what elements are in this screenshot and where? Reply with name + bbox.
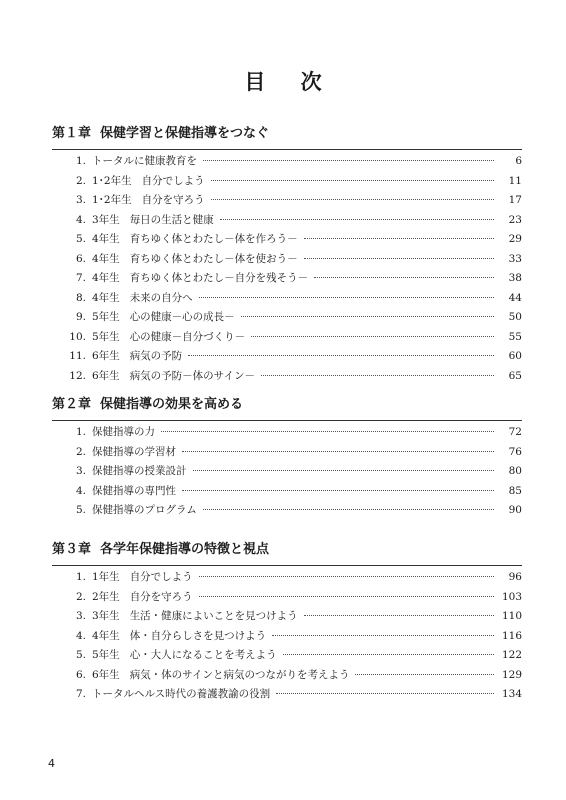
chapter-title: 各学年保健指導の特徴と視点 — [100, 542, 270, 557]
toc-entry — [52, 443, 522, 463]
toc-entry — [52, 462, 522, 482]
entry-page: 122 — [501, 649, 522, 661]
toc-entry — [52, 627, 522, 647]
dot-leader — [193, 470, 495, 471]
entry-grade: 6年生 — [92, 350, 120, 362]
toc-entry — [52, 666, 522, 686]
entry-grade: 3年生 — [92, 610, 120, 622]
entry-index: 1. — [75, 155, 86, 167]
toc-entry — [52, 646, 522, 666]
dot-leader — [182, 451, 494, 452]
chapter-heading — [52, 541, 522, 559]
entry-title: 未来の自分へ — [129, 291, 193, 304]
dot-leader — [241, 316, 494, 317]
dot-leader — [203, 160, 494, 161]
toc-entry — [52, 347, 522, 367]
dot-leader — [276, 693, 494, 694]
entry-page: 23 — [508, 213, 522, 226]
entry-page: 55 — [508, 330, 522, 343]
entry-index: 5. — [75, 233, 86, 245]
entry-title: 体・自分らしさを見つけよう — [129, 629, 267, 642]
entry-title: 保健指導の専門性 — [92, 484, 176, 497]
entry-index: 7. — [75, 688, 86, 700]
entry-page: 29 — [508, 233, 522, 245]
chapter-number: 第１章 — [52, 126, 92, 141]
toc-entry — [52, 328, 522, 348]
chapter-3 — [52, 541, 522, 705]
entry-page: 72 — [508, 426, 522, 438]
chapter-1 — [52, 125, 522, 386]
toc-entry — [52, 501, 522, 521]
entry-page: 33 — [508, 252, 522, 265]
toc-entry — [52, 568, 522, 588]
dot-leader — [199, 576, 494, 577]
dot-leader — [199, 297, 494, 298]
entry-title: 育ちゆく体とわたし－体を作ろう－ — [129, 233, 298, 245]
entry-grade: 4年生 — [92, 629, 120, 642]
toc-list — [52, 568, 522, 705]
entry-page: 50 — [508, 311, 522, 323]
entry-page: 6 — [515, 155, 522, 167]
dot-leader — [272, 635, 494, 636]
entry-grade: 1･2年生 — [92, 174, 132, 187]
dot-leader — [261, 375, 494, 376]
entry-title: 育ちゆく体とわたし－自分を残そう－ — [129, 272, 309, 284]
toc-entry — [52, 269, 522, 289]
entry-page: 134 — [501, 688, 522, 700]
page-title: 目 次 — [244, 70, 336, 94]
entry-index: 3. — [75, 194, 86, 206]
entry-index: 3. — [75, 610, 86, 622]
entry-page: 44 — [508, 291, 522, 304]
entry-page: 90 — [508, 504, 522, 516]
entry-index: 4. — [75, 484, 86, 497]
entry-title: 育ちゆく体とわたし－体を使おう－ — [129, 252, 298, 265]
dot-leader — [304, 615, 494, 616]
dot-leader — [304, 258, 494, 259]
entry-grade: 3年生 — [92, 213, 120, 226]
entry-page: 38 — [508, 272, 522, 284]
entry-index: 6. — [75, 252, 86, 265]
entry-title: 生活・健康によいことを見つけよう — [129, 610, 298, 622]
entry-page: 116 — [501, 629, 522, 642]
entry-page: 76 — [508, 445, 522, 458]
toc-entry — [52, 172, 522, 192]
entry-page: 129 — [501, 668, 522, 681]
entry-title: 病気の予防－体のサイン－ — [129, 369, 255, 382]
entry-title: 保健指導の学習材 — [92, 445, 176, 458]
entry-grade: 5年生 — [92, 311, 120, 323]
toc-entry — [52, 607, 522, 627]
entry-page: 80 — [508, 465, 522, 477]
toc-entry — [52, 308, 522, 328]
dot-leader — [161, 431, 494, 432]
entry-index: 5. — [75, 649, 86, 661]
entry-title: 自分を守ろう — [129, 590, 193, 603]
chapter-heading — [52, 125, 522, 143]
toc-list — [52, 423, 522, 521]
dot-leader — [211, 180, 494, 181]
entry-grade: 5年生 — [92, 330, 120, 343]
chapter-rule — [52, 149, 522, 150]
toc-entry — [52, 367, 522, 387]
chapter-rule — [52, 565, 522, 566]
chapter-title: 保健学習と保健指導をつなぐ — [100, 126, 270, 141]
dot-leader — [188, 355, 494, 356]
entry-title: トータルに健康教育を — [92, 155, 197, 167]
chapter-number: 第２章 — [52, 397, 92, 412]
entry-index: 12. — [69, 369, 86, 382]
dot-leader — [355, 674, 494, 675]
entry-grade: 4年生 — [92, 291, 120, 304]
entry-index: 7. — [75, 272, 86, 284]
dot-leader — [220, 219, 494, 220]
entry-index: 1. — [75, 426, 86, 438]
entry-grade: 6年生 — [92, 668, 120, 681]
entry-page: 11 — [508, 174, 522, 187]
chapter-title: 保健指導の効果を高める — [100, 397, 244, 412]
chapter-heading — [52, 396, 522, 414]
entry-index: 10. — [69, 330, 86, 343]
toc-entry — [52, 191, 522, 211]
entry-index: 6. — [75, 668, 86, 681]
dot-leader — [211, 199, 494, 200]
entry-grade: 4年生 — [92, 272, 120, 284]
chapter-2 — [52, 396, 522, 521]
toc-list — [52, 152, 522, 386]
entry-grade: 4年生 — [92, 233, 120, 245]
page-number: 4 — [48, 757, 55, 770]
entry-page: 110 — [501, 610, 522, 622]
entry-index: 2. — [75, 445, 86, 458]
dot-leader — [199, 596, 494, 597]
dot-leader — [203, 509, 494, 510]
entry-index: 8. — [75, 291, 86, 304]
entry-grade: 2年生 — [92, 590, 120, 603]
entry-page: 60 — [508, 350, 522, 362]
toc-entry — [52, 211, 522, 231]
entry-title: 自分でしよう — [129, 571, 193, 583]
entry-title: 毎日の生活と健康 — [129, 213, 214, 226]
toc-entry — [52, 250, 522, 270]
entry-grade: 4年生 — [92, 252, 120, 265]
entry-title: 心の健康－自分づくり－ — [129, 330, 246, 343]
entry-page: 17 — [508, 194, 522, 206]
entry-title: 保健指導のプログラム — [92, 504, 197, 516]
entry-index: 2. — [75, 174, 86, 187]
entry-page: 85 — [508, 484, 522, 497]
entry-index: 4. — [75, 213, 86, 226]
toc-entry — [52, 152, 522, 172]
entry-index: 2. — [75, 590, 86, 603]
toc-entry — [52, 423, 522, 443]
toc-entry — [52, 588, 522, 608]
dot-leader — [283, 654, 494, 655]
dot-leader — [251, 336, 494, 337]
entry-page: 103 — [501, 590, 522, 603]
entry-index: 3. — [75, 465, 86, 477]
dot-leader — [304, 238, 494, 239]
entry-title: 病気の予防 — [129, 350, 183, 362]
entry-title: 自分を守ろう — [141, 194, 205, 206]
entry-title: 心の健康－心の成長－ — [129, 311, 235, 323]
entry-title: 自分でしよう — [141, 174, 205, 187]
toc-entry — [52, 289, 522, 309]
toc-entry — [52, 230, 522, 250]
entry-index: 9. — [75, 311, 86, 323]
chapter-number: 第３章 — [52, 542, 92, 557]
dot-leader — [314, 277, 494, 278]
entry-title: 心・大人になることを考えよう — [129, 649, 277, 661]
entry-page: 65 — [508, 369, 522, 382]
entry-index: 1. — [75, 571, 86, 583]
dot-leader — [182, 490, 494, 491]
toc-entry — [52, 482, 522, 502]
chapter-rule — [52, 420, 522, 421]
entry-index: 4. — [75, 629, 86, 642]
entry-grade: 5年生 — [92, 649, 120, 661]
toc-entry — [52, 685, 522, 705]
entry-index: 5. — [75, 504, 86, 516]
entry-grade: 1年生 — [92, 571, 120, 583]
entry-index: 11. — [69, 350, 86, 362]
entry-title: 保健指導の授業設計 — [92, 465, 187, 477]
entry-title: 病気・体のサインと病気のつながりを考えよう — [129, 668, 350, 681]
entry-grade: 1･2年生 — [92, 194, 132, 206]
entry-grade: 6年生 — [92, 369, 120, 382]
entry-title: 保健指導の力 — [92, 426, 155, 438]
entry-page: 96 — [508, 571, 522, 583]
entry-title: トータルヘルス時代の養護教諭の役割 — [92, 688, 271, 700]
